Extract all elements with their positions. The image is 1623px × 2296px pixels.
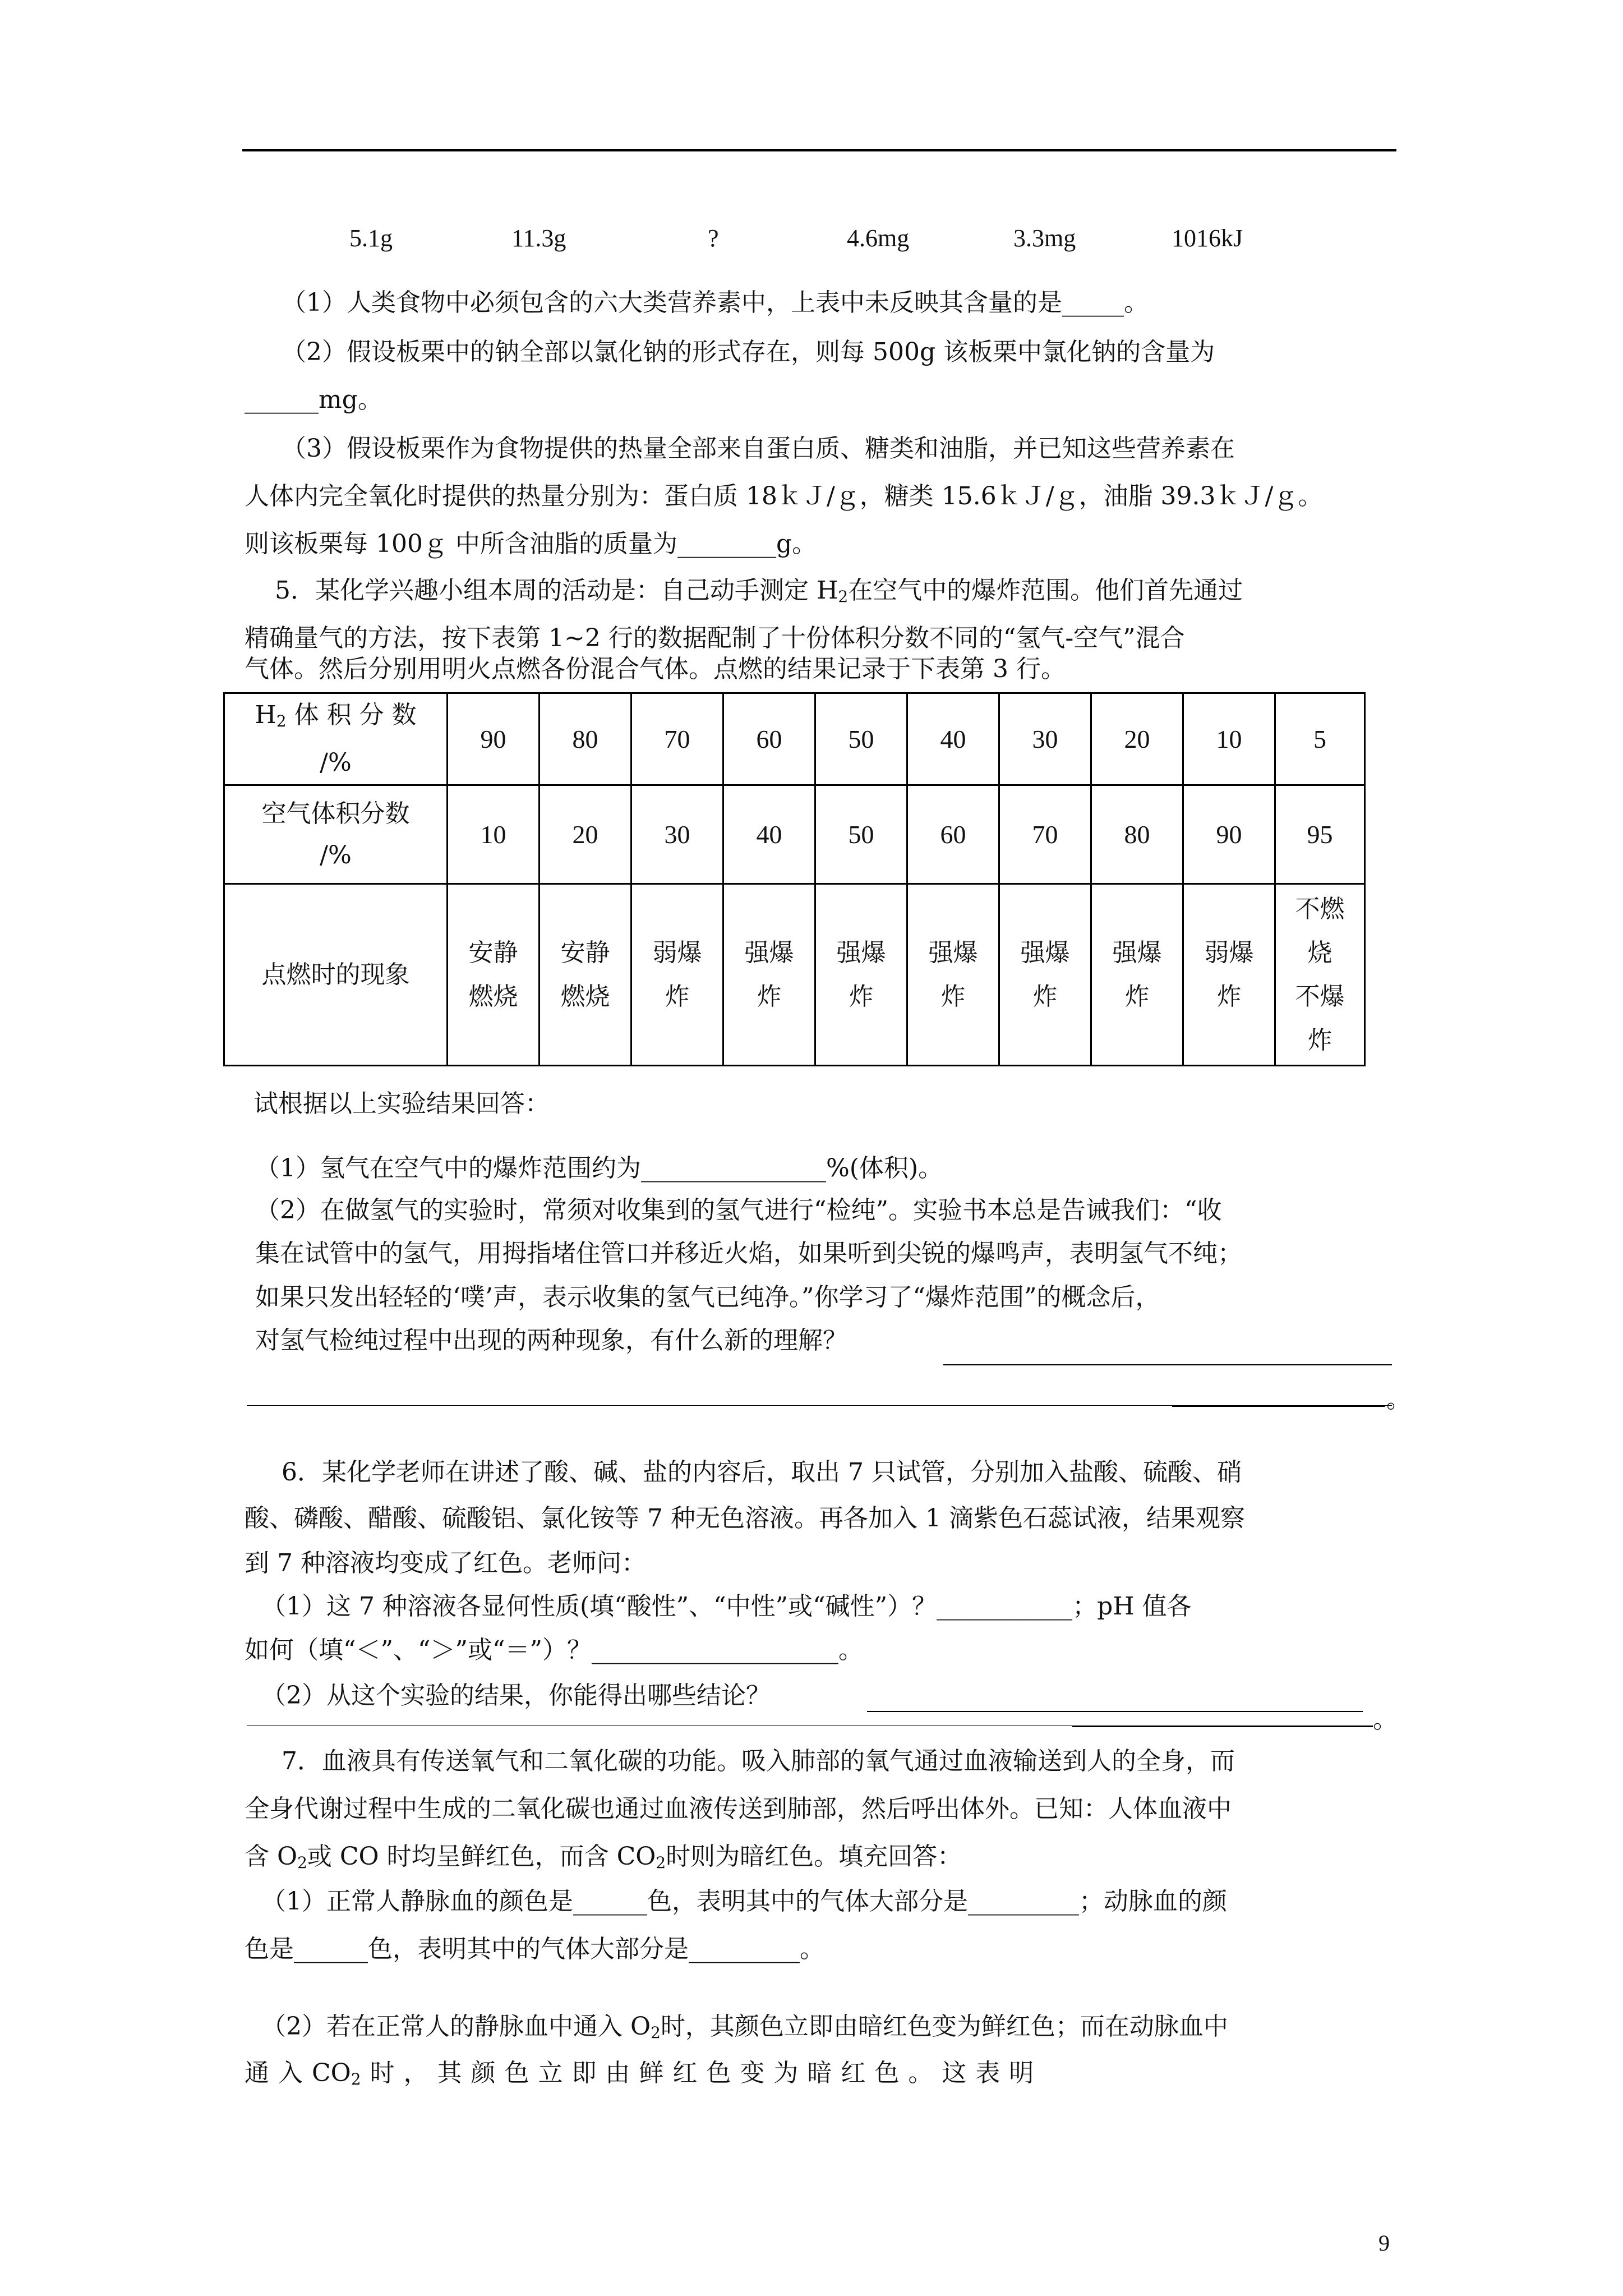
top-value-unknown: ? [708,224,719,252]
q5-intro-text-a: 5．某化学兴趣小组本周的活动是：自己动手测定 H [275,576,838,605]
table-cell: 50 [815,785,907,884]
answer-blank-line[interactable] [867,1711,1363,1712]
table-cell: 强爆 炸 [815,884,907,1066]
table-row-h2 [224,693,1365,785]
q5-intro-line3: 气体。然后分别用明火点燃各份混合气体。点燃的结果记录于下表第 3 行。 [245,655,1066,683]
table-cell: 80 [540,693,631,785]
q7-part2-line2: 通 入 $CO_2$ 时 ， 其 颜 色 立 即 由 鲜 红 色 变 为 暗 红 色 。 这 表 明 [245,2059,1034,2088]
table-row-phenomenon [224,884,1365,1066]
table-cell: 30 [631,785,723,884]
table-cell: 50 [815,693,907,785]
table-cell: 70 [631,693,723,785]
table-cell: 强爆 炸 [1091,884,1183,1066]
q5-intro-text-b: 在空气中的爆炸范围。他们首先通过 [848,576,1243,605]
table-cell: 10 [1183,693,1275,785]
table-cell: 强爆 炸 [723,884,815,1066]
table-cell: 60 [907,785,999,884]
page-number: 9 [1378,2230,1390,2256]
q6-line1: 6．某化学老师在讲述了酸、碱、盐的内容后，取出 7 只试管，分别加入盐酸、硫酸、硝 [282,1458,1242,1487]
table-cell: 90 [1183,785,1275,884]
q4-part2-line1: （2）假设板栗中的钠全部以氯化钠的形式存在，则每 500g 该板栗中氯化钠的含量为 [282,338,1215,366]
q4-part1: （1）人类食物中必须包含的六大类营养素中，上表中未反映其含量的是_____。 [282,288,1149,317]
q4-part3-line2: 人体内完全氧化时提供的热量分别为：蛋白质 18ｋＪ/ｇ，糖类 15.6ｋＪ/ｇ，油脂 39.3ｋＪ/ｇ。 [245,482,1323,510]
q6-part2-line1: （2）从这个实验的结果，你能得出哪些结论？ [261,1681,771,1710]
table-cell: 安静 燃烧 [448,884,540,1066]
answer-blank-line[interactable] [943,1364,1392,1365]
q6-part1-line2: 如何（填“＜”、“＞”或“＝”）？____________________。 [245,1636,863,1664]
row-label-phenomenon: 点燃时的现象 [224,884,448,1066]
q4-part3-line3: 则该板栗每 100ｇ 中所含油脂的质量为________g。 [245,530,817,558]
table-cell: 80 [1091,785,1183,884]
q7-line2: 全身代谢过程中生成的二氧化碳也通过血液传送到肺部，然后呼出体外。已知：人体血液中 [245,1795,1232,1823]
q5-part2-end: 。 [1386,1385,1411,1414]
top-value-sodium: 4.6mg [847,224,910,252]
table-cell: 弱爆 炸 [631,884,723,1066]
experiment-table [223,692,1366,1066]
row-label-h2: $H_2$ 体 积 分 数 /% [224,693,448,785]
row-label-air: 空气体积分数 /% [224,785,448,884]
table-cell: 95 [1275,785,1365,884]
q5-part2-line4: 对氢气检纯过程中出现的两种现象，有什么新的理解？ [255,1326,847,1355]
table-cell: 不燃 烧 不爆 炸 [1275,884,1365,1066]
q5-part1: （1）氢气在空气中的爆炸范围约为_______________%(体积)。 [255,1154,943,1182]
top-value-mg: 3.3mg [1013,224,1076,252]
q4-part3-line1: （3）假设板栗作为食物提供的热量全部来自蛋白质、糖类和油脂，并已知这些营养素在 [282,434,1235,463]
q5-intro-line2: 精确量气的方法，按下表第 1~2 行的数据配制了十份体积分数不同的“氢气-空气”混合 [245,624,1185,652]
q7-part1-line2: 色是______色，表明其中的气体大部分是_________。 [245,1935,824,1963]
table-cell: 强爆 炸 [907,884,999,1066]
q6-part2-end: 。 [1373,1705,1398,1734]
q6-part1-line1: （1）这 7 种溶液各显何性质(填“酸性”、“中性”或“碱性”）？___________；pH 值各 [261,1592,1192,1621]
table-cell: 20 [540,785,631,884]
q5-part2-line3: 如果只发出轻轻的‘噗’声，表示收集的氢气已纯净。”你学习了“爆炸范围”的概念后， [255,1283,1160,1312]
answer-blank-line[interactable] [1172,1406,1385,1407]
top-value-energy: 1016kJ [1172,224,1243,252]
q6-line2: 酸、磷酸、醋酸、硫酸铝、氯化铵等 7 种无色溶液。再各加入 1 滴紫色石蕊试液，结果观察 [245,1504,1245,1533]
table-row-air [224,785,1365,884]
answer-blank-line[interactable] [1072,1726,1373,1727]
table-cell: 安静 燃烧 [540,884,631,1066]
top-value-protein: 5.1g [349,224,393,252]
table-cell: 40 [723,785,815,884]
table-cell: 70 [999,785,1091,884]
q5-part2-line1: （2）在做氢气的实验时，常须对收集到的氢气进行“检纯”。实验书本总是告诫我们：“收 [255,1196,1222,1225]
table-cell: 弱爆 炸 [1183,884,1275,1066]
header-rule [242,149,1396,151]
q4-part2-line2: ______mg。 [245,385,382,414]
table-cell: 10 [448,785,540,884]
q7-line3: 含 $O_2$或 CO 时均呈鲜红色，而含 $CO_2$时则为暗红色。填充回答： [245,1842,962,1872]
q5-part2-line2: 集在试管中的氢气，用拇指堵住管口并移近火焰，如果听到尖锐的爆鸣声，表明氢气不纯； [255,1239,1242,1268]
q5-intro-line1 [275,574,1243,614]
q7-part2-line1: （2）若在正常人的静脉血中通入 $O_2$时，其颜色立即由暗红色变为鲜红色；而在动脉血中 [261,2012,1228,2042]
table-cell: 强爆 炸 [999,884,1091,1066]
table-cell: 30 [999,693,1091,785]
table-cell: 60 [723,693,815,785]
table-cell: 90 [448,693,540,785]
table-cell: 20 [1091,693,1183,785]
q5-answer-intro: 试根据以上实验结果回答： [253,1089,550,1118]
q6-line3: 到 7 种溶液均变成了红色。老师问： [245,1549,646,1577]
q5-intro-sub: 2 [838,587,849,606]
table-cell: 5 [1275,693,1365,785]
top-value-fat: 11.3g [511,224,566,252]
q7-line1: 7．血液具有传送氧气和二氧化碳的功能。吸入肺部的氧气通过血液输送到人的全身，而 [282,1747,1235,1775]
table-cell: 40 [907,693,999,785]
q7-part1-line1: （1）正常人静脉血的颜色是______色，表明其中的气体大部分是_________；动脉血的颜 [261,1887,1227,1916]
